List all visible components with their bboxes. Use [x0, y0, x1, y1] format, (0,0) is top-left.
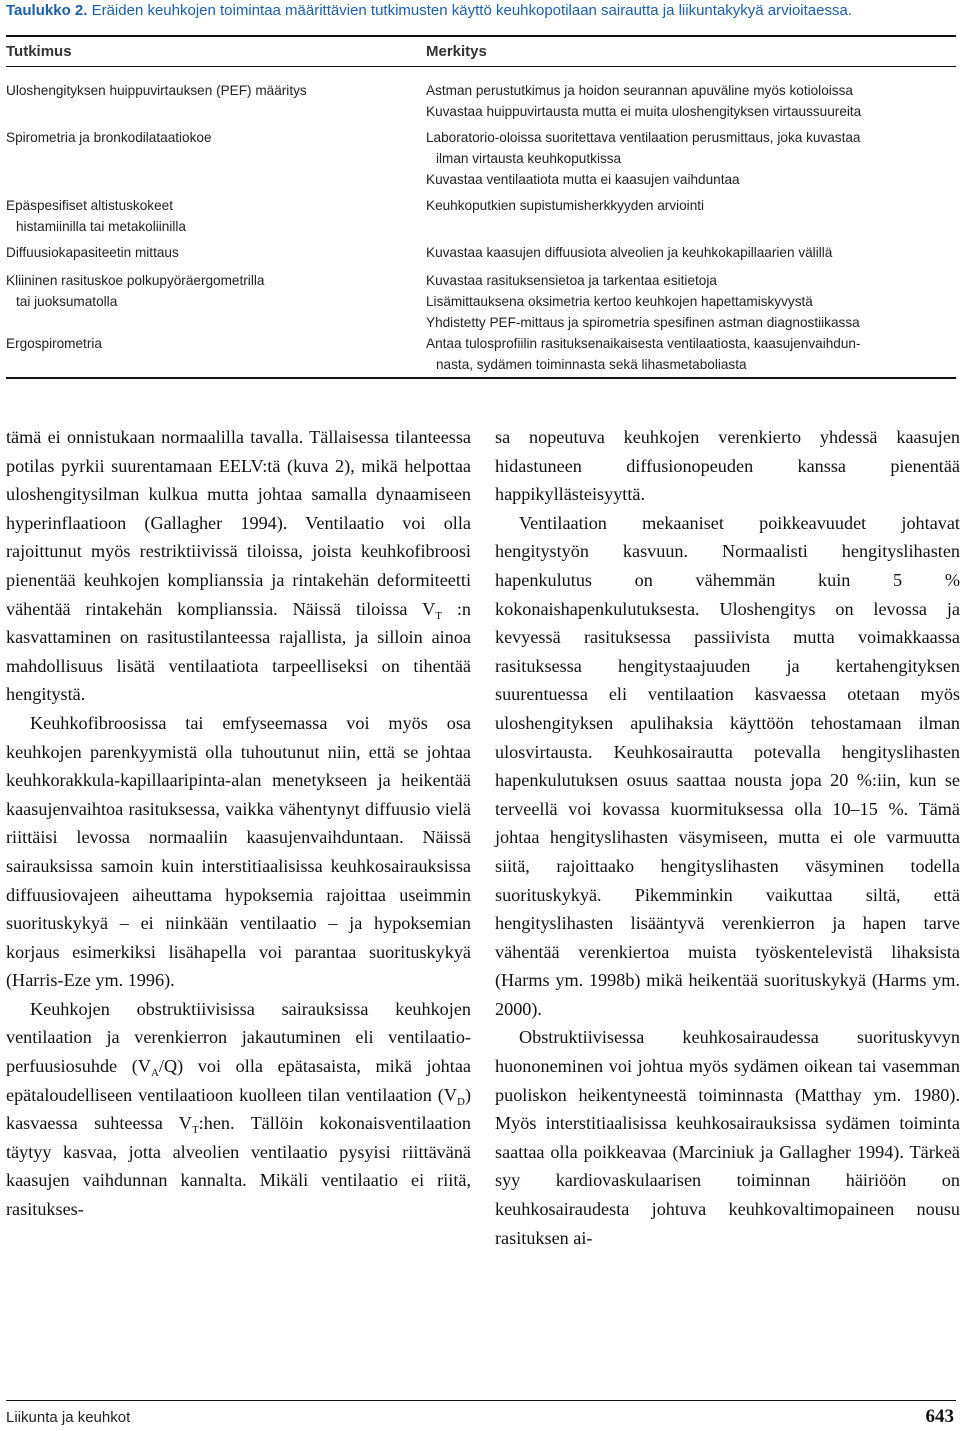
cell-text: Lisämittauksena oksimetria kertoo keuhkojen hapettamiskyvystä	[426, 294, 813, 309]
cell-text: Yhdistetty PEF-mittaus ja spirometria spesifinen astman diagnostiikassa	[426, 315, 860, 330]
body-column-right	[495, 423, 960, 1252]
table-row-6-meaning	[426, 333, 861, 375]
subscript: T	[191, 1124, 199, 1137]
left-paragraph-3	[6, 995, 471, 1224]
cell-text: Epäspesifiset altistuskokeet	[6, 198, 173, 213]
cell-text: Kuvastaa kaasujen diffuusiota alveolien ja keuhkokapillaarien välillä	[426, 245, 833, 260]
cell-text: tai juoksumatolla	[16, 294, 118, 309]
right-paragraph-3: Obstruktiivisessa keuhkosairaudessa suorituskyvyn huononeminen voi johtua myös sydämen oikean tai vasemman puoliskon heikentyneestä toiminnasta (Matthay ym. 1980). Myös interstitiaalisissa keuhkosairauksissa sydämen toiminta saattaa olla poikkeavaa (Marciniuk ja Gallagher 1994). Tärkeä syy kardiovaskulaarisen toiminnan häiriöön on keuhkosairaudesta johtuva keuhkovaltimopaineen nousu rasituksen ai-	[495, 1027, 960, 1248]
journal-title: Liikunta ja keuhkot	[6, 1409, 131, 1426]
cell-text: Antaa tulosprofiilin rasituksenaikaisesta ventilaatiosta, kaasujenvaihdun-	[426, 336, 861, 351]
text-run: tämä ei onnistukaan normaalilla tavalla. Tällaisessa tilanteessa potilas pyrkii suurentamaan EELV:tä (kuva 2), mikä helpottaa uloshengitysilman kulkua mutta johtaa samalla dynaamiseen hyperinflaatioon (Gallagher 1994). Ventilaatio voi olla rajoittunut myös restriktiivissä tiloissa, joista keuhkofibroosi pienentää keuhkojen komplianssia ja rintakehän deformiteetti vähentää rintakehän komplianssia. Näissä tiloissa V	[6, 427, 471, 619]
cell-text: Laboratorio-oloissa suoritettava ventilaation perusmittaus, joka kuvastaa	[426, 130, 861, 145]
text-run: :n kasvattaminen on rasitustilanteessa rajallista, ja silloin ainoa mahdollisuus lisätä ventilaatiota tarpeelliseksi on tihentää hengitystä.	[6, 598, 471, 705]
study-table	[6, 35, 956, 379]
table-row-3-study	[6, 195, 186, 237]
table-row-1-meaning	[426, 80, 861, 122]
footer-rule	[6, 1400, 956, 1401]
text-run: Keuhkojen obstruktiivisissa sairauksissa keuhkojen ventilaation ja verenkierron jakautuminen eli ventilaatio-perfuusiosuhde (V	[6, 998, 471, 1077]
text-run: :hen. Tällöin kokonaisventilaation täytyy kasvaa, jotta alveolien ventilaatio pysyisi riittävänä kaasujen vaihdunnan kannalta. Mikäli ventilaatio ei riitä, rasitukses-	[6, 1113, 471, 1220]
cell-text: Diffuusiokapasiteetin mittaus	[6, 245, 179, 260]
subscript: A	[150, 1067, 159, 1080]
cell-text: Astman perustutkimus ja hoidon seurannan apuväline myös kotioloissa	[426, 83, 853, 98]
left-paragraph-1	[6, 423, 471, 709]
column-header-tutkimus: Tutkimus	[6, 43, 72, 60]
cell-text: histamiinilla tai metakoliinilla	[16, 219, 186, 234]
table-row-4-meaning	[426, 242, 832, 263]
table-caption-text: Eräiden keuhkojen toimintaa määrittävien tutkimusten käyttö keuhkopotilaan sairautta ja liikuntakykyä arvioitaessa.	[91, 2, 853, 19]
cell-text: Ergospirometria	[6, 336, 102, 351]
table-caption	[6, 2, 956, 19]
cell-text: Uloshengityksen huippuvirtauksen (PEF) määritys	[6, 83, 307, 98]
cell-text: Spirometria ja bronkodilataatiokoe	[6, 130, 212, 145]
text-run: ) kasvaessa suhteessa V	[6, 1084, 471, 1134]
subscript: D	[456, 1095, 465, 1108]
right-paragraph-1: sa nopeutuva keuhkojen verenkierto yhdessä kaasujen hidastuneen diffusionopeuden kanssa pienentää happikyllästeisyyttä.	[495, 427, 960, 505]
table-row-4-study	[6, 242, 179, 263]
table-row-2-study	[6, 127, 212, 148]
page-number: 643	[925, 1406, 954, 1427]
column-header-merkitys: Merkitys	[426, 43, 487, 60]
table-row-1-study	[6, 80, 307, 101]
body-column-left	[6, 423, 471, 1224]
cell-text: Kuvastaa huippuvirtausta mutta ei muita uloshengityksen virtaussuureita	[426, 104, 862, 119]
left-paragraph-2: Keuhkofibroosissa tai emfyseemassa voi myös osa keuhkojen parenkyymistä olla tuhoutunut niin, että se johtaa keuhkorakkula-kapillaaripinta-alan menetykseen ja heikentää kaasujenvaihtoa rasituksessa, vaikka vähentynyt diffuusio vielä riittäisi levossa normaaliin kaasujenvaihduntaan. Näissä sairauksissa samoin kuin interstitiaalisissa keuhkosairauksissa diffuusiovajeen aiheuttama hypoksemia rajoittaa useimmin suorituskykyä – ei niinkään ventilaatio – ja hypoksemian korjaus esimerkiksi lisähapella voi parantaa suorituskykyä (Harris-Eze ym. 1996).	[6, 712, 471, 991]
cell-text: nasta, sydämen toiminnasta sekä lihasmetaboliasta	[436, 357, 747, 372]
cell-text: ilman virtausta keuhkoputkissa	[436, 151, 622, 166]
table-row-5-meaning	[426, 270, 860, 333]
table-row-2-meaning	[426, 127, 860, 190]
table-row-6-study	[6, 333, 102, 354]
header-rule	[6, 66, 956, 67]
subscript: T	[435, 609, 442, 622]
cell-text: Kuvastaa rasituksensietoa ja tarkentaa esitietoja	[426, 273, 717, 288]
cell-text: Kuvastaa ventilaatiota mutta ei kaasujen vaihduntaa	[426, 172, 740, 187]
table-row-3-meaning	[426, 195, 704, 216]
table-row-5-study	[6, 270, 264, 312]
cell-text: Kliininen rasituskoe polkupyöräergometrilla	[6, 273, 265, 288]
cell-text: Keuhkoputkien supistumisherkkyyden arviointi	[426, 198, 705, 213]
right-paragraph-2: Ventilaation mekaaniset poikkeavuudet johtavat hengitystyön kasvuun. Normaalisti hengityslihasten hapenkulutus on vähemmän kuin 5 % kokonaishapenkulutuksesta. Uloshengitys on levossa ja kevyessä rasituksessa passiivista mutta voimakkaassa rasituksessa hengitystaajuuden ja kertahengityksen suurentuessa eli ventilaation kasvaessa otetaan myös uloshengityksen apulihaksia käyttöön tehostamaan ilman ulosvirtausta. Keuhkosairautta potevalla hengityslihasten hapenkulutuksen osuus saattaa nousta jopa 20 %:iin, kun se terveellä voi kovassa kuormituksessa olla 10–15 %. Tämä johtaa hengityslihasten väsymiseen, mutta ei ole varmuutta siitä, rajoittaako hengityslihasten väsyminen todella suorituskykyä. Pikemminkin vaikuttaa siltä, että hengityslihasten lisääntyvä verenkierron ja hapen tarve vähentää verenkiertoa muista työskentelevistä lihaksista (Harms ym. 1998b) mikä heikentää suorituskykyä (Harms ym. 2000).	[495, 512, 960, 1019]
table-label: Taulukko 2.	[6, 2, 88, 19]
text-run: /Q) voi olla epätasaista, mikä johtaa epätaloudelliseen ventilaatioon kuolleen tilan ventilaation (V	[6, 1056, 471, 1105]
